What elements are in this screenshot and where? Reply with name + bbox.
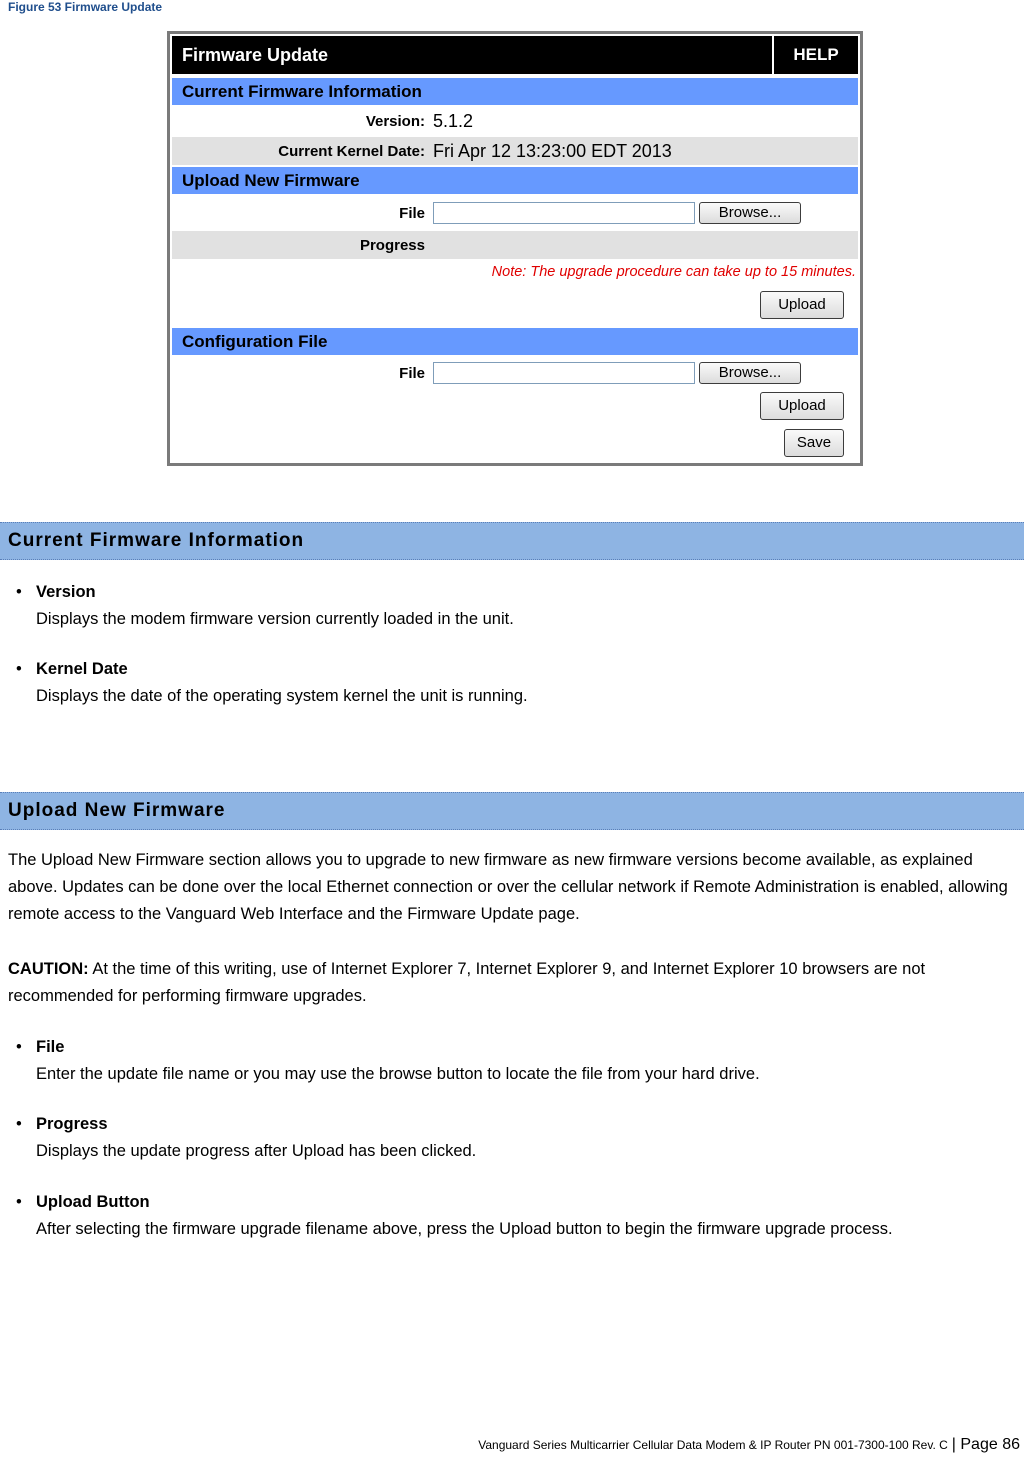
list-item [16,1034,996,1088]
help-button[interactable]: HELP [772,36,858,74]
figure-caption: Figure 53 Firmware Update [8,0,163,14]
item-title: Kernel Date [36,660,128,678]
list-item [16,656,996,710]
page-footer [478,1436,1020,1454]
save-button[interactable]: Save [784,429,844,457]
section-current-firmware: Current Firmware Information [172,78,858,105]
upgrade-note: Note: The upgrade procedure can take up to 15 minutes. [491,264,856,280]
progress-label: Progress [359,236,425,254]
bullet-icon: • [16,1193,22,1211]
config-file-row [172,358,858,388]
item-desc: After selecting the firmware upgrade filename above, press the Upload button to begin the firmware upgrade process. [36,1220,893,1238]
config-file-label: File [399,364,425,382]
heading-current-firmware: Current Firmware Information [0,522,1024,560]
caution-text: At the time of this writing, use of Internet Explorer 7, Internet Explorer 9, and Internet Explorer 10 browsers are not recommended for performing firmware upgrades. [8,960,926,1005]
section-upload-firmware: Upload New Firmware [172,167,858,194]
caution-paragraph [8,956,1018,1010]
list-item [16,579,996,633]
heading-upload-firmware: Upload New Firmware [0,792,1024,830]
item-desc: Enter the update file name or you may use the browse button to locate the file from your hard drive. [36,1065,760,1083]
bullet-icon: • [16,583,22,601]
bullet-icon: • [16,660,22,678]
item-title: File [36,1038,65,1056]
firmware-browse-button[interactable]: Browse... [699,202,801,224]
list-item [16,1111,996,1165]
version-label: Version: [365,112,425,130]
config-upload-row [172,392,858,420]
caution-label: CAUTION: [8,960,89,978]
firmware-update-panel [167,31,863,466]
kernel-value: Fri Apr 12 13:23:00 EDT 2013 [433,140,672,161]
item-desc: Displays the update progress after Upload has been clicked. [36,1142,477,1160]
firmware-upload-row [172,291,858,319]
save-row [172,429,858,457]
config-browse-button[interactable]: Browse... [699,362,801,384]
section-configuration-file: Configuration File [172,328,858,355]
config-file-input[interactable] [433,362,695,384]
item-desc: Displays the date of the operating system kernel the unit is running. [36,687,528,705]
item-title: Progress [36,1115,108,1133]
firmware-upload-button[interactable]: Upload [760,291,844,319]
kernel-row [172,137,858,165]
firmware-file-label: File [399,204,425,222]
config-upload-button[interactable]: Upload [760,392,844,420]
firmware-file-row [172,198,858,228]
panel-title: Firmware Update [182,45,329,65]
footer-text: Vanguard Series Multicarrier Cellular Data Modem & IP Router PN 001-7300-100 Rev. C [478,1438,948,1452]
page-number: | Page 86 [951,1436,1020,1453]
list-item [16,1189,996,1243]
kernel-label: Current Kernel Date: [278,142,425,160]
version-row [172,107,858,135]
item-title: Upload Button [36,1193,150,1211]
version-value: 5.1.2 [433,110,474,131]
item-title: Version [36,583,96,601]
firmware-file-input[interactable] [433,202,695,224]
bullet-icon: • [16,1115,22,1133]
upload-description: The Upload New Firmware section allows you to upgrade to new firmware as new firmware versions become available, as explained above. Updates can be done over the local Ethernet connection or over the cellular network if Remote Administration is enabled, allowing remote access to the Vanguard Web Interface and the Firmware Update page. [8,851,1008,923]
bullet-icon: • [16,1038,22,1056]
progress-row [172,231,858,259]
item-desc: Displays the modem firmware version currently loaded in the unit. [36,610,514,628]
panel-titlebar [172,36,858,74]
